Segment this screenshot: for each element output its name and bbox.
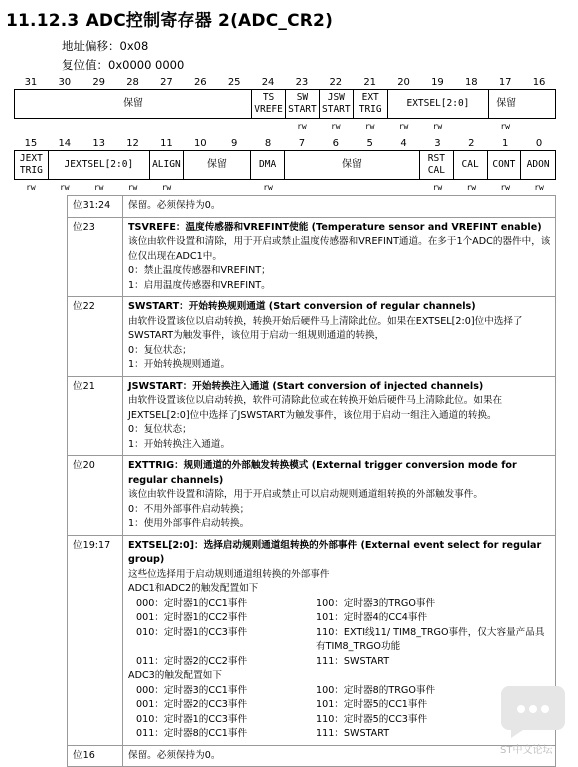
bit-number: 17	[498, 77, 512, 88]
trigger-option: 010：定时器1的CC3事件	[136, 713, 248, 725]
bit-number: 12	[126, 138, 139, 149]
trigger-option: 111：SWSTART	[316, 655, 390, 667]
trigger-option: 001：定时器2的CC3事件	[136, 699, 248, 710]
bit-row	[68, 456, 556, 536]
access-label: rw	[398, 122, 409, 131]
trigger-config-grid	[128, 597, 551, 670]
bit-number: 4	[400, 138, 407, 149]
desc-line: 1：使用外部事件启动转换。	[128, 518, 250, 529]
trigger-option: 111：SWSTART	[316, 728, 390, 739]
desc-line: 0：复位状态；	[128, 424, 192, 435]
address-offset: 地址偏移：0x08	[62, 39, 149, 53]
trigger-option: 110：EXTI线11/ TIM8_TRGO事件，仅大容量产品具有TIM8_TRGO功能	[316, 626, 545, 652]
access-label: rw	[364, 122, 375, 131]
register-field: ALIGN	[150, 151, 184, 179]
trigger-option: 011：定时器8的CC1事件	[136, 728, 248, 739]
bit-row	[68, 196, 556, 218]
bit-description-table	[67, 195, 556, 767]
field-title: EXTSEL[2:0]：选择启动规则通道组转换的外部事件 (External event select for regular group)	[128, 539, 542, 565]
bit-row	[68, 376, 556, 456]
desc-line: ADC1和ADC2的触发配置如下	[128, 583, 259, 594]
page-title: 11.12.3 ADC控制寄存器 2(ADC_CR2)	[6, 11, 334, 31]
bit-number: 13	[92, 138, 106, 149]
bit-description	[123, 196, 556, 218]
register-field: JSW START	[320, 90, 354, 118]
bit-number: 28	[126, 77, 139, 88]
bit-description	[123, 217, 556, 297]
bit-number: 9	[231, 138, 238, 149]
bit-number: 10	[193, 138, 207, 149]
register-field: SW START	[286, 90, 320, 118]
bit-range: 位21	[68, 376, 123, 456]
desc-line: 1：开始转换规则通道。	[128, 359, 231, 370]
bit-number: 1	[502, 138, 509, 149]
desc-line: ADC3的触发配置如下	[128, 670, 222, 681]
watermark-text: ST中文论坛	[500, 745, 553, 756]
trigger-option: 000：定时器1的CC1事件	[136, 597, 248, 609]
access-label: rw	[500, 183, 510, 192]
bit-number: 19	[431, 77, 444, 88]
bit-description	[123, 745, 556, 767]
bit-description	[123, 535, 556, 745]
bit-range: 位20	[68, 456, 123, 536]
bit-number: 20	[397, 77, 410, 88]
access-label: rw	[432, 122, 443, 131]
bit-number: 0	[535, 138, 543, 149]
register-field: ADON	[526, 159, 550, 170]
desc-line: 该位由软件设置和清除，用于开启或禁止可以启动规则通道组转换的外部触发事件。	[128, 489, 483, 500]
bit-number: 8	[264, 138, 272, 149]
trigger-option: 010：定时器1的CC3事件	[136, 626, 248, 638]
access-label: rw	[466, 183, 477, 192]
access-label: rw	[500, 122, 510, 131]
bit-number: 2	[468, 138, 475, 149]
register-field: 保留	[15, 90, 252, 118]
bit-row	[68, 745, 556, 767]
bit-row	[68, 217, 556, 297]
lower-access-row	[14, 183, 556, 193]
bit-range: 位31:24	[68, 196, 123, 218]
access-label: rw	[26, 183, 36, 192]
desc-line: 由软件设置该位以启动转换，转换开始后硬件马上清除此位。如果在EXTSEL[2:0]位中选择了SWSTART为触发事件，该位用于启动一组规则通道的转换，	[128, 315, 523, 341]
trigger-option: 100：定时器8的TRGO事件	[316, 684, 436, 696]
trigger-option: 001：定时器1的CC2事件	[136, 612, 248, 623]
bit-number: 18	[464, 77, 478, 88]
bit-number: 26	[193, 77, 207, 88]
field-title: EXTTRIG：规则通道的外部触发转换模式 (External trigger conversion mode for regular channels)	[128, 460, 517, 486]
register-field: DMA	[251, 151, 285, 179]
bit-number: 30	[58, 77, 72, 88]
bit-number: 6	[332, 138, 339, 149]
bit-number: 5	[366, 138, 373, 149]
register-field: 保留	[285, 151, 420, 179]
bit-description	[123, 376, 556, 456]
bit-number: 22	[329, 77, 343, 88]
chat-bubble-icon	[499, 682, 567, 740]
register-field: 保留	[184, 151, 252, 179]
bit-number: 14	[58, 138, 72, 149]
bit-range: 位19:17	[68, 535, 123, 745]
trigger-option: 000：定时器3的CC1事件	[136, 684, 248, 696]
register-field: JEXT TRIG	[15, 151, 49, 179]
bit-description	[123, 297, 556, 377]
desc-line: 0：不用外部事件启动转换；	[128, 503, 250, 515]
desc-line: 1：开始转换注入通道。	[128, 438, 231, 450]
trigger-config-grid	[128, 684, 551, 742]
access-label: rw	[432, 183, 443, 192]
access-label: rw	[534, 183, 544, 192]
trigger-option: 100：定时器3的TRGO事件	[316, 597, 436, 609]
register-lower-fields	[14, 150, 556, 180]
bit-number: 7	[298, 138, 306, 149]
register-field: TS VREFE	[252, 90, 286, 118]
bit-range: 位22	[68, 297, 123, 377]
desc-line: 保留。必须保持为0。	[128, 200, 221, 211]
bit-row	[68, 297, 556, 377]
access-label: rw	[93, 183, 104, 192]
access-label: rw	[297, 122, 307, 131]
access-label: rw	[263, 183, 273, 192]
bit-number: 31	[24, 77, 38, 88]
trigger-option: 101：定时器4的CC4事件	[316, 612, 428, 623]
desc-line: 保留。必须保持为0。	[128, 749, 221, 761]
desc-line: 这些位选择用于启动规则通道组转换的外部事件	[128, 568, 330, 580]
register-field: 保留	[496, 98, 517, 109]
register-field: CAL	[454, 151, 488, 179]
register-field: CONT	[488, 151, 522, 179]
bit-number: 24	[261, 77, 275, 88]
desc-line: 该位由软件设置和清除，用于开启或禁止温度传感器和VREFINT通道。在多于1个ADC的器件中，该位仅出现在ADC1中。	[128, 236, 551, 262]
desc-line: 0：复位状态；	[128, 344, 192, 356]
bit-range: 位16	[68, 745, 123, 767]
bit-number: 27	[160, 77, 173, 88]
desc-line: 0：禁止温度传感器和VREFINT；	[128, 265, 271, 276]
bit-number: 3	[434, 138, 441, 149]
register-upper-fields	[14, 89, 556, 119]
field-title: SWSTART：开始转换规则通道 (Start conversion of regular channels)	[128, 301, 476, 312]
upper-access-row	[14, 122, 556, 132]
bit-number: 25	[227, 77, 241, 88]
access-label: rw	[161, 183, 172, 192]
register-field: JEXTSEL[2:0]	[49, 151, 150, 179]
reset-value: 复位值：0x0000 0000	[62, 58, 185, 72]
register-field: RST CAL	[420, 151, 454, 179]
desc-line: 由软件设置该位以启动转换，软件可清除此位或在转换开始后硬件马上清除此位。如果在JEXTSEL[2:0]位中选择了JSWSTART为触发事件，该位用于启动一组注入通道的转换。	[128, 395, 503, 421]
access-label: rw	[127, 183, 138, 192]
desc-line: 1：启用温度传感器和VREFINT。	[128, 279, 271, 291]
access-label: rw	[59, 183, 70, 192]
register-field: EXT TRIG	[354, 90, 388, 118]
trigger-option: 110：定时器5的CC3事件	[316, 713, 428, 725]
register-field: EXTSEL[2:0]	[388, 90, 490, 118]
trigger-option: 011：定时器2的CC2事件	[136, 655, 248, 667]
bit-number: 16	[532, 77, 546, 88]
bit-number: 21	[363, 77, 377, 88]
bit-number: 15	[24, 138, 38, 149]
bit-description	[123, 456, 556, 536]
access-label: rw	[330, 122, 341, 131]
bit-range: 位23	[68, 217, 123, 297]
field-title: JSWSTART：开始转换注入通道 (Start conversion of injected channels)	[128, 380, 484, 392]
bit-number: 23	[295, 77, 309, 88]
trigger-option: 101：定时器5的CC1事件	[316, 699, 428, 710]
bit-number: 11	[160, 138, 173, 149]
bit-number: 29	[92, 77, 106, 88]
field-title: TSVREFE：温度传感器和VREFINT使能 (Temperature sensor and VREFINT enable)	[128, 221, 542, 233]
bit-row	[68, 535, 556, 745]
